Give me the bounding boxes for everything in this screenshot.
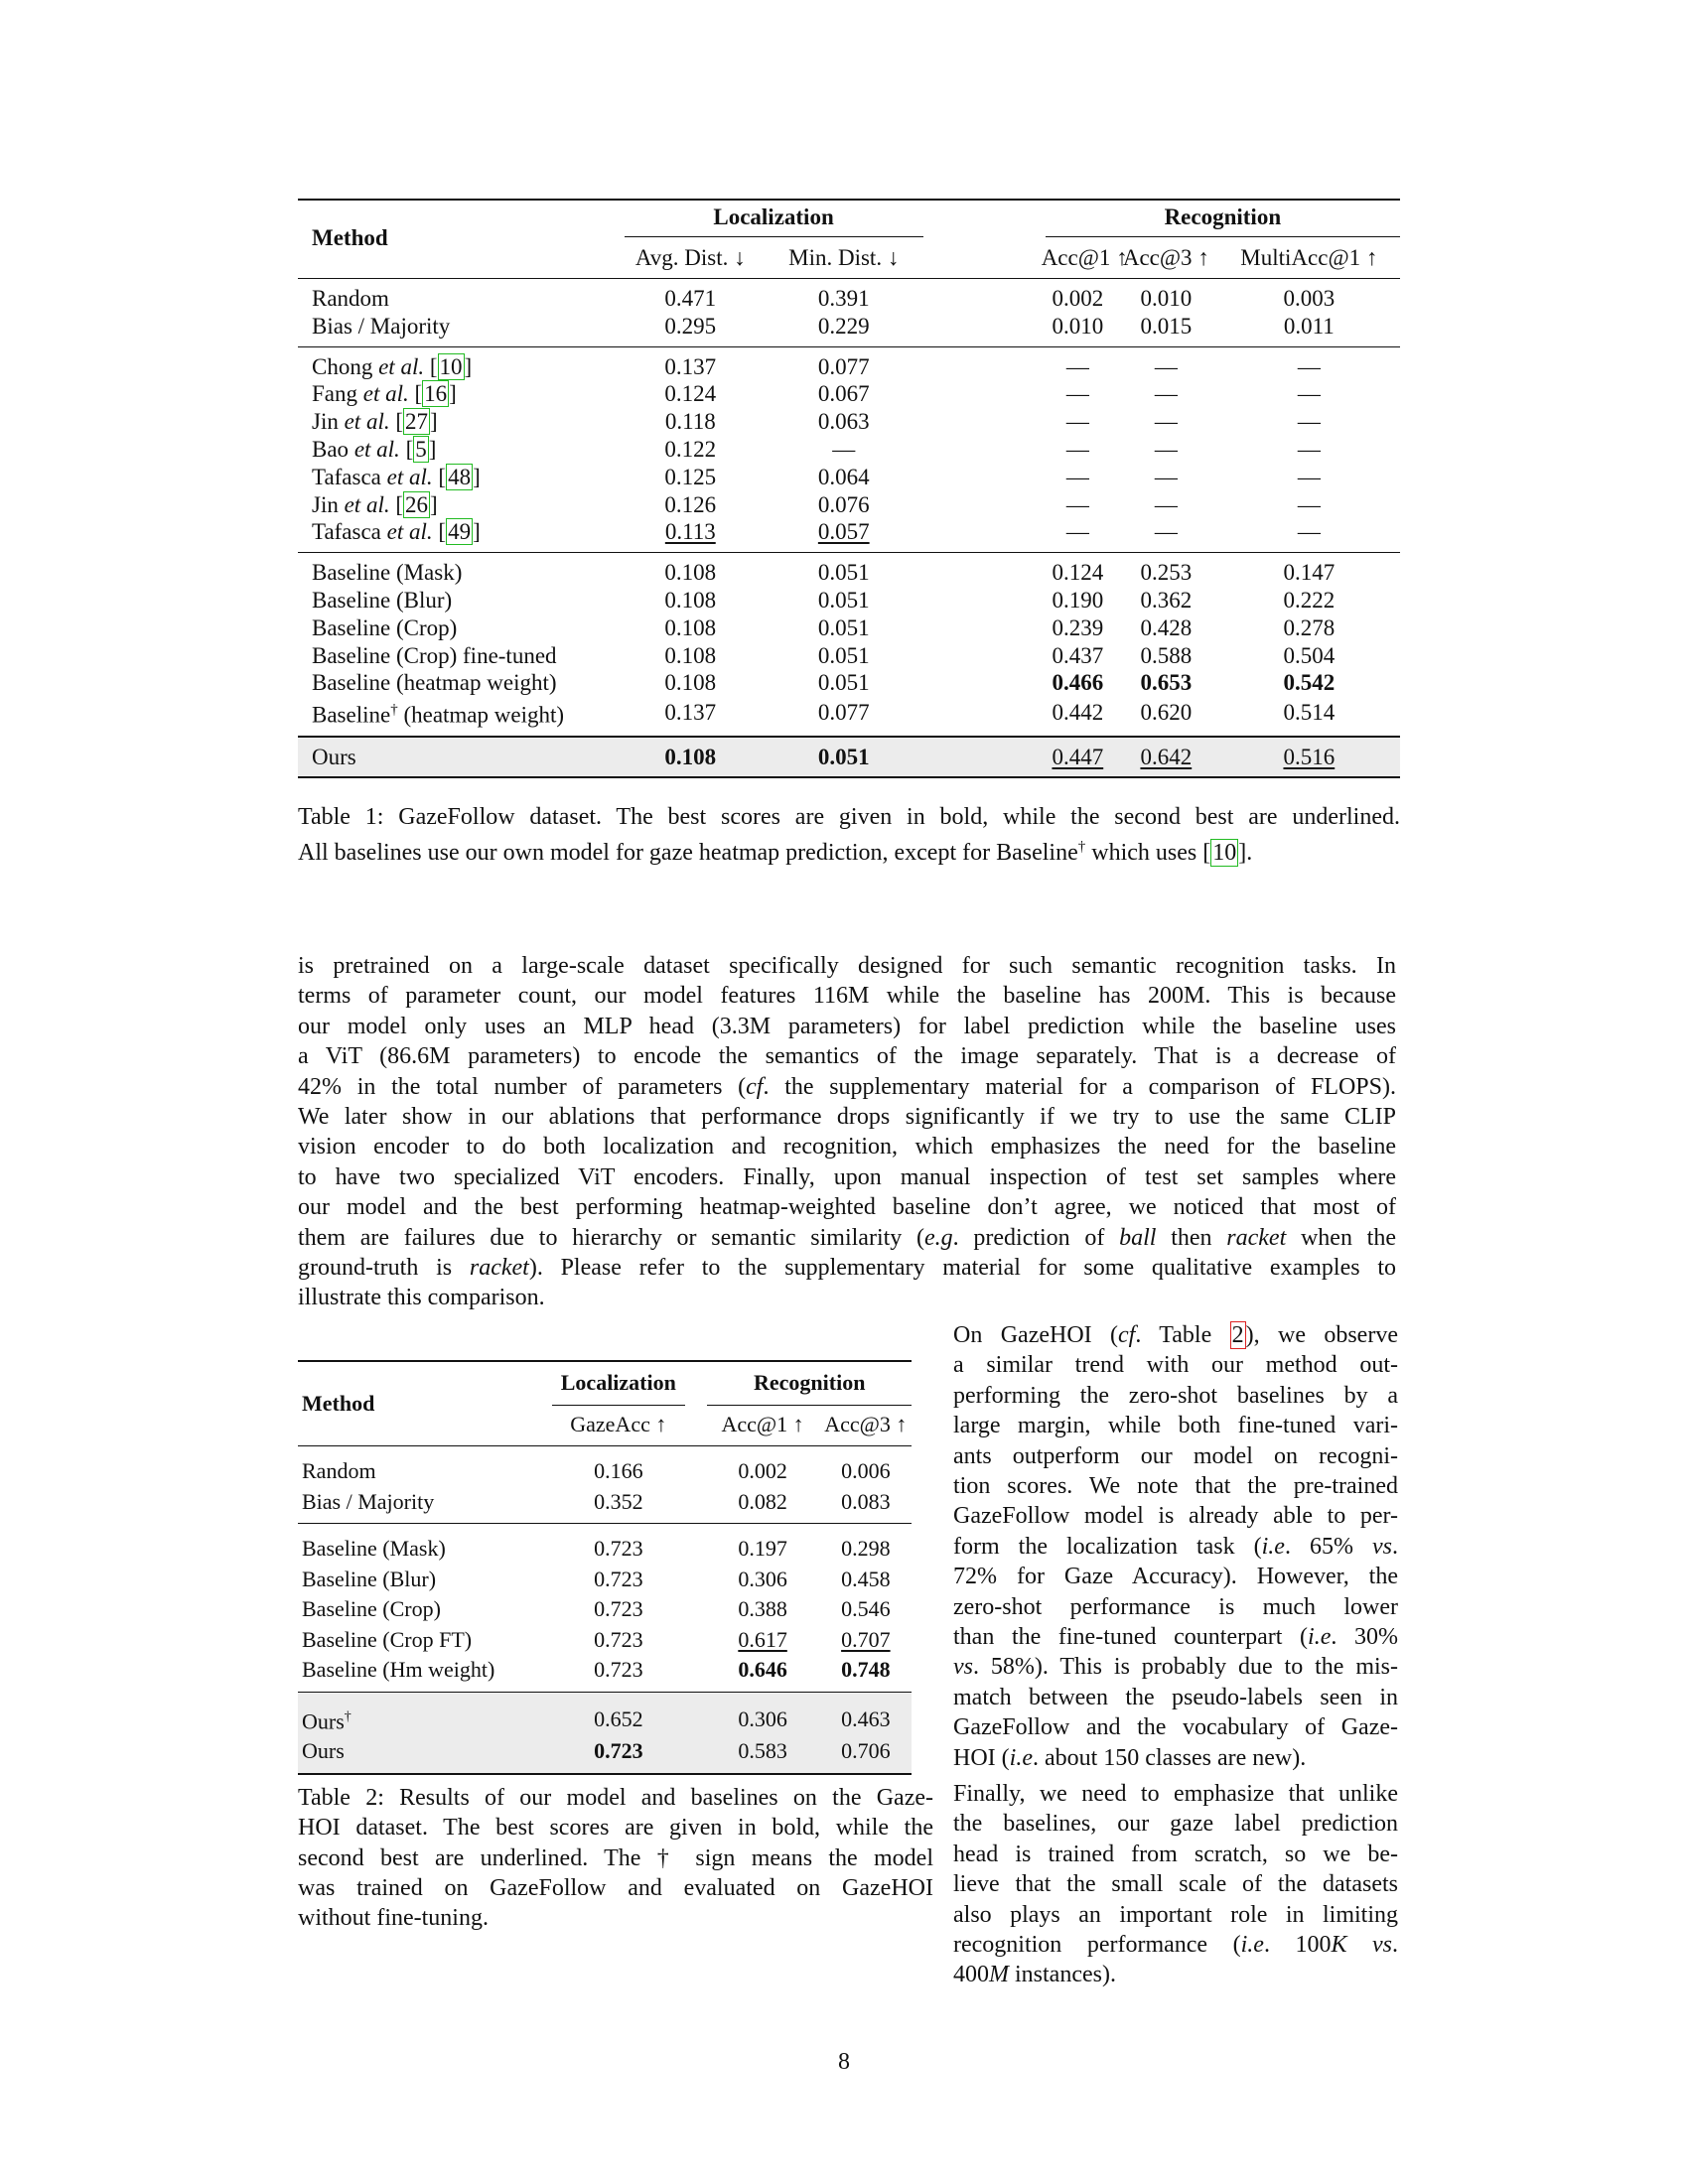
value-cell: 0.003 (1218, 279, 1400, 313)
value-cell: 0.229 (817, 313, 870, 339)
value-cell: 0.442 (1052, 700, 1104, 726)
right-column-paragraph (953, 1320, 1398, 1773)
value-cell: 0.588 (1140, 642, 1193, 668)
method-cell: Baseline (Crop) (302, 1596, 441, 1621)
value-cell: 0.463 (820, 1692, 912, 1736)
value-cell: 0.653 (1140, 670, 1193, 696)
value-cell: 0.166 (550, 1446, 687, 1487)
header-gap (927, 199, 1042, 238)
table-row (298, 587, 1400, 614)
text-line: tion scores. We note that the pre-trained (953, 1473, 1398, 1500)
method-cell: Random (298, 279, 621, 313)
text-line: ants outperform our model on recogni- (953, 1442, 1398, 1469)
column-gap (687, 1655, 705, 1692)
value-cell: 0.006 (820, 1446, 912, 1487)
value-cell: — (1154, 491, 1178, 517)
table-row (298, 1565, 912, 1595)
value-cell: 0.652 (550, 1692, 687, 1736)
value-cell: 0.051 (817, 614, 870, 640)
table-row (298, 1446, 912, 1487)
column-gap (927, 436, 1042, 464)
value-cell: 0.295 (664, 313, 717, 339)
text-line: HOI (i.e. about 150 classes are new). (953, 1744, 1307, 1771)
caption-line: second best are underlined. The † sign means the model (298, 1844, 933, 1871)
value-cell: 0.723 (550, 1524, 687, 1565)
value-cell: 0.190 (1052, 587, 1104, 613)
method-cell: Jin et al. [26] (312, 491, 438, 517)
column-gap (687, 1487, 705, 1524)
table-row (298, 642, 1400, 670)
value-cell: — (1297, 519, 1321, 545)
caption-line: All baselines use our own model for gaze heatmap prediction, except for Baseline† which uses [10]. (298, 839, 1253, 867)
value-cell: 0.125 (664, 464, 717, 489)
value-cell: 0.516 (1218, 737, 1400, 778)
value-cell: 0.723 (594, 1626, 643, 1652)
value-cell: 0.051 (761, 553, 927, 587)
value-cell: — (1154, 464, 1178, 489)
text-line: GazeFollow and the vocabulary of Gaze- (953, 1714, 1398, 1741)
column-header: MultiAcc@1 ↑ (1240, 245, 1378, 271)
table-row (298, 737, 1400, 778)
text-line: recognition performance (i.e. 100K vs. (953, 1932, 1399, 1959)
text-line: than the fine-tuned counterpart (i.e. 30% (953, 1624, 1398, 1651)
table-ref-link[interactable]: 2 (1231, 1322, 1244, 1348)
value-cell: 0.076 (817, 491, 870, 517)
table-row (298, 553, 1400, 587)
text-line: lieve that the small scale of the datasets (953, 1871, 1398, 1898)
page-number: 8 (838, 2049, 850, 2075)
text-line: also plays an important role in limiting (953, 1901, 1398, 1928)
citation-link[interactable]: 27 (405, 409, 429, 435)
value-cell: 0.306 (705, 1692, 819, 1736)
header-gap (687, 1361, 705, 1406)
value-cell: — (1154, 409, 1178, 435)
table-row (298, 491, 1400, 519)
value-cell: 0.706 (841, 1738, 891, 1764)
value-cell: 0.082 (738, 1488, 787, 1514)
text-line: a similar trend with our method out- (953, 1352, 1398, 1379)
value-cell: 0.471 (621, 279, 761, 313)
caption-line: was trained on GazeFollow and evaluated on GazeHOI (298, 1874, 933, 1901)
text-line: our model only uses an MLP head (3.3M parameters) for label prediction while the baseline uses (298, 1013, 1396, 1039)
column-group-localization: Localization (550, 1361, 687, 1406)
value-cell: — (1154, 436, 1178, 462)
text-line: On GazeHOI (cf. Table 2), we observe (953, 1322, 1398, 1348)
value-cell: 0.002 (705, 1446, 819, 1487)
body-paragraph (298, 951, 1396, 1313)
method-cell: Ours (302, 1738, 345, 1764)
caption-line: HOI dataset. The best scores are given in bold, while the (298, 1815, 933, 1842)
value-cell: 0.010 (1052, 313, 1104, 339)
table-1-caption (298, 802, 1400, 869)
value-cell: — (1297, 409, 1321, 435)
value-cell: 0.002 (1042, 279, 1114, 313)
value-cell: 0.118 (664, 409, 716, 435)
value-cell: 0.306 (738, 1566, 787, 1591)
table-1-grid (298, 199, 1400, 778)
value-cell: 0.546 (841, 1596, 891, 1621)
method-cell: Baseline (heatmap weight) (312, 670, 557, 696)
value-cell: — (1154, 519, 1178, 545)
value-cell: 0.077 (817, 700, 870, 726)
caption-line: Table 2: Results of our model and baselines on the Gaze- (298, 1785, 933, 1811)
table-row (298, 518, 1400, 552)
column-header: Acc@1 ↑ (1041, 245, 1128, 271)
method-cell: Chong et al. [10] (298, 346, 621, 380)
table-row (298, 380, 1400, 408)
column-gap (687, 1524, 705, 1565)
value-cell: — (1065, 519, 1089, 545)
citation-link[interactable]: 16 (424, 381, 448, 407)
text-line: ground-truth is racket). Please refer to the supplementary material for some qualitative examples to (298, 1255, 1396, 1282)
value-cell: 0.723 (594, 1596, 643, 1621)
value-cell: — (1065, 381, 1089, 407)
method-cell: Baseline (Blur) (312, 587, 453, 613)
value-cell: — (1042, 346, 1114, 380)
value-cell: 0.124 (1042, 553, 1114, 587)
text-line: We later show in our ablations that performance drops significantly if we try to use the same CLIP (298, 1104, 1396, 1131)
value-cell: — (1065, 409, 1089, 435)
caption-line: without fine-tuning. (298, 1905, 489, 1932)
method-cell: Bao et al. [5] (312, 436, 437, 462)
value-cell: 0.051 (761, 737, 927, 778)
text-line: head is trained from scratch, so we be- (953, 1841, 1398, 1867)
table-row (298, 614, 1400, 642)
header-gap (927, 238, 1042, 279)
value-cell: 0.583 (738, 1738, 787, 1764)
value-cell: 0.437 (1052, 642, 1104, 668)
value-cell: 0.617 (738, 1626, 787, 1652)
value-cell: — (1065, 464, 1089, 489)
value-cell: 0.137 (621, 346, 761, 380)
table-row (298, 408, 1400, 436)
method-cell: Random (298, 1446, 550, 1487)
table-row (298, 279, 1400, 313)
value-cell: 0.239 (1052, 614, 1104, 640)
column-gap (687, 1736, 705, 1774)
column-group-recognition: Recognition (705, 1361, 912, 1406)
table-row (298, 1736, 912, 1774)
method-cell: Baseline (Crop) fine-tuned (312, 642, 557, 668)
column-gap (927, 587, 1042, 614)
value-cell: 0.278 (1283, 614, 1336, 640)
value-cell: — (1297, 491, 1321, 517)
text-line: large margin, while both fine-tuned vari- (953, 1413, 1398, 1439)
value-cell: 0.108 (664, 642, 717, 668)
citation-link[interactable]: 48 (448, 464, 472, 489)
value-cell: 0.428 (1140, 614, 1193, 640)
column-gap (927, 737, 1042, 778)
value-cell: 0.646 (738, 1657, 787, 1682)
value-cell: 0.253 (1114, 553, 1218, 587)
column-gap (927, 553, 1042, 587)
method-cell: Ours† (298, 1692, 550, 1736)
column-gap (927, 697, 1042, 736)
value-cell: 0.051 (817, 670, 870, 696)
text-line: to have two specialized ViT encoders. Finally, upon manual inspection of test set samples where (298, 1163, 1396, 1190)
value-cell: 0.108 (621, 553, 761, 587)
method-cell: Tafasca et al. [48] (312, 464, 481, 489)
value-cell: 0.222 (1283, 587, 1336, 613)
table-row (298, 1487, 912, 1524)
method-cell: Baseline (Mask) (298, 553, 621, 587)
citation-link[interactable]: 10 (439, 353, 463, 379)
table-2 (298, 1360, 912, 1775)
method-cell: Ours (298, 737, 621, 778)
column-gap (927, 346, 1042, 380)
column-gap (927, 408, 1042, 436)
text-line: 72% for Gaze Accuracy). However, the (953, 1564, 1398, 1590)
citation-link[interactable]: 26 (405, 491, 429, 517)
method-cell: Jin et al. [27] (312, 409, 438, 435)
value-cell: 0.083 (841, 1488, 891, 1514)
table-2-grid (298, 1360, 912, 1775)
method-cell: Baseline (Crop FT) (302, 1626, 473, 1652)
table-2-caption (298, 1783, 933, 1933)
value-cell: 0.108 (621, 737, 761, 778)
column-header: Acc@1 ↑ (721, 1411, 804, 1436)
method-cell: Baseline† (heatmap weight) (312, 702, 565, 728)
value-cell: 0.113 (664, 519, 716, 545)
method-cell: Baseline (Hm weight) (302, 1657, 495, 1682)
text-line: form the localization task (i.e. 65% vs. (953, 1533, 1398, 1560)
column-header-method: Method (302, 1390, 375, 1416)
text-line: 42% in the total number of parameters (cf. the supplementary material for a comparison of FLOPS). (298, 1073, 1396, 1100)
method-cell: Baseline (Crop) (312, 614, 458, 640)
method-cell: Baseline (Mask) (298, 1524, 550, 1565)
value-cell: 0.063 (817, 409, 870, 435)
value-cell: 0.051 (817, 587, 870, 613)
value-cell: 0.137 (664, 700, 717, 726)
table-row (298, 1625, 912, 1656)
text-line: illustrate this comparison. (298, 1285, 545, 1311)
value-cell: — (1065, 491, 1089, 517)
value-cell: — (1114, 346, 1218, 380)
value-cell: 0.748 (841, 1657, 891, 1682)
text-line: Finally, we need to emphasize that unlike (953, 1781, 1398, 1807)
column-gap (927, 279, 1042, 313)
value-cell: 0.707 (841, 1626, 891, 1652)
table-row (298, 346, 1400, 380)
method-cell: Tafasca et al. [49] (312, 519, 481, 545)
text-line: vision encoder to do both localization and recognition, which emphasizes the need for the baseline (298, 1134, 1396, 1160)
value-cell: 0.723 (594, 1566, 643, 1591)
value-cell: 0.514 (1283, 700, 1336, 726)
header-row (298, 199, 1400, 238)
column-header: Acc@3 ↑ (824, 1411, 908, 1436)
method-cell: Fang et al. [16] (312, 381, 457, 407)
value-cell: 0.051 (817, 642, 870, 668)
column-gap (927, 518, 1042, 552)
value-cell: 0.147 (1218, 553, 1400, 587)
caption-line: Table 1: GazeFollow dataset. The best scores are given in bold, while the second best are underlined. (298, 804, 1400, 830)
value-cell: — (1154, 381, 1178, 407)
value-cell: 0.010 (1114, 279, 1218, 313)
text-line: the baselines, our gaze label prediction (953, 1811, 1398, 1838)
value-cell: 0.723 (594, 1657, 643, 1682)
column-gap (687, 1565, 705, 1595)
method-cell: Bias / Majority (312, 313, 451, 339)
text-line: terms of parameter count, our model features 116M while the baseline has 200M. This is because (298, 983, 1396, 1010)
citation-link[interactable]: 10 (1212, 840, 1237, 867)
table-row (298, 669, 1400, 697)
header-gap (687, 1406, 705, 1446)
column-header: Min. Dist. ↓ (788, 245, 900, 271)
table-row (298, 1655, 912, 1692)
value-cell: 0.077 (761, 346, 927, 380)
method-cell: Baseline (Blur) (302, 1566, 437, 1591)
value-cell: 0.108 (664, 587, 717, 613)
column-gap (927, 464, 1042, 491)
value-cell: 0.197 (705, 1524, 819, 1565)
column-gap (927, 642, 1042, 670)
value-cell: 0.298 (820, 1524, 912, 1565)
value-cell: — (1297, 381, 1321, 407)
column-gap (687, 1446, 705, 1487)
column-group-recognition: Recognition (1042, 199, 1400, 238)
text-line: performing the zero-shot baselines by a (953, 1382, 1398, 1409)
text-line: a ViT (86.6M parameters) to encode the semantics of the image separately. That is a decrease of (298, 1043, 1396, 1070)
text-line: our model and the best performing heatmap-weighted baseline don’t agree, we noticed that most of (298, 1194, 1396, 1221)
value-cell: — (832, 436, 856, 462)
column-header: GazeAcc ↑ (570, 1411, 667, 1436)
column-gap (927, 669, 1042, 697)
table-row (298, 436, 1400, 464)
citation-link[interactable]: 49 (448, 519, 472, 545)
column-gap (927, 614, 1042, 642)
value-cell: 0.642 (1114, 737, 1218, 778)
value-cell: 0.723 (594, 1738, 643, 1764)
value-cell: — (1218, 346, 1400, 380)
column-gap (687, 1625, 705, 1656)
value-cell: — (1297, 436, 1321, 462)
table-row (298, 1594, 912, 1625)
value-cell: 0.542 (1283, 670, 1336, 696)
text-line: 400M instances). (953, 1962, 1116, 1988)
column-gap (687, 1692, 705, 1736)
value-cell: 0.108 (664, 614, 717, 640)
text-line: match between the pseudo-labels seen in (953, 1684, 1398, 1710)
value-cell: 0.064 (817, 464, 870, 489)
table-row (298, 1692, 912, 1736)
value-cell: 0.620 (1140, 700, 1193, 726)
text-line: zero-shot performance is much lower (953, 1593, 1398, 1620)
value-cell: 0.122 (664, 436, 717, 462)
column-gap (927, 313, 1042, 346)
value-cell: 0.504 (1283, 642, 1336, 668)
header-row (298, 1361, 912, 1406)
method-cell: Bias / Majority (302, 1488, 435, 1514)
value-cell: 0.388 (738, 1596, 787, 1621)
table-row (298, 697, 1400, 736)
value-cell: 0.391 (761, 279, 927, 313)
text-line: is pretrained on a large-scale dataset specifically designed for such semantic recognition tasks. In (298, 953, 1396, 979)
table-row (298, 313, 1400, 346)
text-line: vs. 58%). This is probably due to the mis- (953, 1654, 1398, 1681)
table-row (298, 1524, 912, 1565)
column-header: Avg. Dist. ↓ (634, 245, 746, 271)
value-cell: 0.362 (1140, 587, 1193, 613)
value-cell: 0.458 (841, 1566, 891, 1591)
column-gap (927, 491, 1042, 519)
column-group-localization: Localization (621, 199, 927, 238)
value-cell: 0.447 (1042, 737, 1114, 778)
column-header-method: Method (312, 225, 388, 251)
text-line: GazeFollow model is already able to per- (953, 1503, 1398, 1530)
value-cell: — (1297, 464, 1321, 489)
value-cell: 0.015 (1140, 313, 1193, 339)
table-row (298, 464, 1400, 491)
value-cell: 0.124 (664, 381, 717, 407)
value-cell: 0.126 (664, 491, 717, 517)
right-column-paragraph (953, 1779, 1398, 1990)
column-header: Acc@3 ↑ (1122, 245, 1209, 271)
value-cell: 0.466 (1052, 670, 1104, 696)
column-gap (687, 1594, 705, 1625)
value-cell: 0.108 (664, 670, 717, 696)
value-cell: 0.352 (594, 1488, 643, 1514)
citation-link[interactable]: 5 (415, 436, 427, 462)
value-cell: 0.067 (817, 381, 870, 407)
value-cell: — (1065, 436, 1089, 462)
text-line: them are failures due to hierarchy or semantic similarity (e.g. prediction of ball then racket when the (298, 1224, 1396, 1251)
value-cell: 0.011 (1283, 313, 1335, 339)
table-1 (298, 199, 1400, 778)
value-cell: 0.057 (817, 519, 870, 545)
column-gap (927, 380, 1042, 408)
